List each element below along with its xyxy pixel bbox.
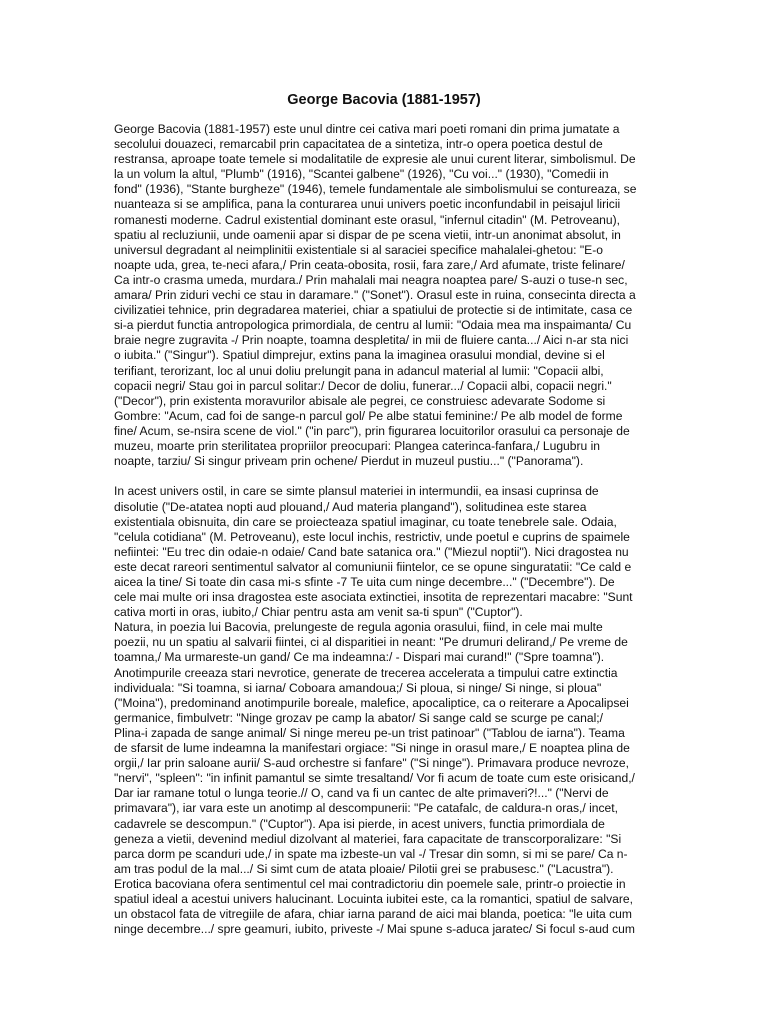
text-line: Natura, in poezia lui Bacovia, prelungeste de regula agonia orasului, fiind, in cele mai multe xyxy=(114,620,603,635)
text-line: cadavrele se descompun." ("Cuptor"). Apa isi pierde, in acest univers, functia primordiala de xyxy=(114,816,605,831)
text-line: germanice, fimbulvetr: "Ninge grozav pe camp la abator/ Si sange cald se scurge pe canal;/ xyxy=(114,710,603,725)
text-line: universul degradant al neimplinitii existentiale si al saraciei specifice mahalalei-ghetou: "E-o xyxy=(114,242,603,257)
text-line: un obstacol fata de vitregiile de afara, chiar iarna parand de aici mai blanda, poetica: "le uita cum xyxy=(114,907,632,922)
paragraph xyxy=(114,484,659,937)
text-line: romanesti moderne. Cadrul existential dominant este orasul, "infernul citadin" (M. Petroveanu), xyxy=(114,212,621,227)
text-line: geneza a vietii, devenind mediul dizolvant al materiei, fara capacitate de transcorporalizare: "Si xyxy=(114,831,622,846)
text-line: Plina-i zapada de sange animal/ Si ninge mereu pe-un trist patinoar" ("Tablou de iarna"). Teama xyxy=(114,725,625,740)
text-line: terifiant, terorizant, loc al unui doliu prelungit pana in adancul material al lumii: "Copacii albi, xyxy=(114,363,604,378)
text-line: spatiul ideal a acestui univers halucinant. Locuinta iubitei este, ca la romantici, spatiul de salvare, xyxy=(114,891,633,906)
text-line: disolutie ("De-atatea nopti aud plouand,/ Aud materia plangand"), solitudinea este starea xyxy=(114,499,587,514)
text-line: si-a pierdut functia antropologica primordiala, de centru al lumii: "Odaia mea ma inspaimanta/ Cu xyxy=(114,318,632,333)
text-line: Erotica bacoviana ofera sentimentul cel mai contradictoriu din poemele sale, printr-o proiectie in xyxy=(114,876,626,891)
text-line: nefiintei: "Eu trec din odaie-n odaie/ Cand bate satanica ora." ("Miezul noptii"). Nici dragostea nu xyxy=(114,544,629,559)
text-line: fine/ Acum, se-nsira scene de viol." ("in parc"), prin figurarea locuitorilor orasului ca personaje de xyxy=(114,423,630,438)
text-line: noapte uda, grea, te-neci afara,/ Prin ceata-obosita, rosii, fara zare,/ Ard afumate, triste felinare/ xyxy=(114,257,625,272)
text-line: aicea la tine/ Si toate din casa mi-s sfinte -7 Te uita cum ninge decembre..." ("Decembre"). De xyxy=(114,575,615,590)
document-title: George Bacovia (1881-1957) xyxy=(287,92,481,108)
text-line: ninge decembre.../ spre geamuri, iubito, priveste -/ Mai spune s-aduca jaratec/ Si focul s-aud cum xyxy=(114,922,635,937)
text-line: "celula cotidiana" (M. Petroveanu), este locul inchis, restrictiv, unde poetul e cuprins de spaimele xyxy=(114,529,630,544)
text-line: la un volum la altul, "Plumb" (1916), "Scantei galbene" (1926), "Cu voi..." (1930), "Comedii in xyxy=(114,167,609,182)
text-line: am tras podul de la mal.../ Si simt cum de atata ploaie/ Pilotii grei se prabusesc." ("Lacustra"). xyxy=(114,861,614,876)
text-line: este decat rareori sentimentul salvator al comuniunii fiintelor, ce se opune singuratatii: "Ce cald e xyxy=(114,559,632,574)
text-line: Gombre: "Acum, cad foi de sange-n parcul gol/ Pe albe statui feminine:/ Pe alb model de forme xyxy=(114,408,623,423)
text-line: George Bacovia (1881-1957) este unul dintre cei cativa mari poeti romani din prima jumatate a xyxy=(114,122,620,136)
text-line: fond" (1936), "Stante burgheze" (1946), temele fundamentale ale simbolismului se contureaza, se xyxy=(114,182,637,197)
text-line: In acest univers ostil, in care se simte plansul materiei in intermundii, ea insasi cuprinsa de xyxy=(114,484,599,499)
text-line: de sfarsit de lume indeamna la manifestari orgiace: "Si ninge in orasul mare,/ E noaptea plina de xyxy=(114,741,630,756)
text-line: braie negre zugravita -/ Prin noapte, toamna despletita/ in mii de fluiere canta.../ Aici n-ar sta nici xyxy=(114,333,629,348)
text-line: copacii negri/ Stau goi in parcul solitar:/ Decor de doliu, funerar.../ Copacii albi, copacii negri." xyxy=(114,378,612,393)
text-line: noapte, tarziu/ Si singur priveam prin ochene/ Pierdut in muzeul pustiu..." ("Panorama"). xyxy=(114,454,584,469)
paragraph-gap xyxy=(114,469,659,484)
text-line: individuala: "Si toamna, si iarna/ Coboara amandoua;/ Si ploua, si ninge/ Si ninge, si ploua" xyxy=(114,680,602,695)
text-line: cele mai multe ori insa dragostea este asociata extinctiei, insotita de reprezentari macabre: "Sunt xyxy=(114,590,633,605)
text-line: ("Decor"), prin existenta moravurilor abisale ale pegrei, ce construiesc adevarate Sodome si xyxy=(114,393,606,408)
text-line: Ca intr-o crasma umeda, murdara./ Prin mahalali mai neagra noaptea pare/ S-auzi o tuse-n sec, xyxy=(114,272,628,287)
text-line: o iubita." ("Singur"). Spatiul dimprejur, extins pana la imaginea orasului mondial, devine si el xyxy=(114,348,605,363)
text-line: secolului douazeci, remarcabil prin capacitatea de a sintetiza, intr-o opera poetica destul de xyxy=(114,137,603,152)
text-line: "nervi", "spleen": "in infinit pamantul se simte tresaltand/ Vor fi acum de toate cum este orisicand,/ xyxy=(114,771,635,786)
text-line: spatiu al recluziunii, unde oamenii apar si dispar de pe scena vietii, intr-un anonimat absolut, in xyxy=(114,227,621,242)
text-line: parca dorm pe scanduri ude,/ in spate ma izbeste-un val -/ Tresar din somn, si mi se pare/ Ca n- xyxy=(114,846,628,861)
text-line: poezii, nu un spatiu al salvarii fiintei, ci al disparitiei in neant: "Pe drumuri delirand,/ Pe vreme de xyxy=(114,635,628,650)
text-line: Dar iar ramane totul o lunga teorie.// O, cand va fi un cantec de alte primaveri?!..." ("Nervi de xyxy=(114,786,609,801)
text-line: civilizatiei tehnice, prin degradarea materiei, chiar a spatiului de protectie si de intimitate, casa ce xyxy=(114,303,633,318)
text-line: primavara"), iar vara este un anotimp al descompunerii: "Pe catafalc, de caldura-n oras,/ incet, xyxy=(114,801,618,816)
text-line: muzeu, moarte prin sterilitatea propriilor preocupari: Plangea caterinca-fanfara,/ Lugubru in xyxy=(114,438,601,453)
document-body xyxy=(114,122,659,937)
text-line: ("Moina"), predominand anotimpurile boreale, malefice, apocaliptice, ca o reiterare a Apocalipsei xyxy=(114,695,629,710)
text-line: Anotimpurile creeaza stari nevrotice, generate de trecerea accelerata a timpului catre extinctia xyxy=(114,665,618,680)
text-line: restransa, aproape toate temele si modalitatile de expresie ale unui curent literar, simbolismul. De xyxy=(114,152,636,167)
text-line: existentiala obisnuita, din care se proiecteaza spatiul imaginar, cu toate tenebrele sale. Odaia, xyxy=(114,514,617,529)
text-line: amara/ Prin ziduri vechi ce stau in daramare." ("Sonet"). Orasul este in ruina, consecinta directa a xyxy=(114,288,636,303)
text-line: toamna,/ Ma urmareste-un gand/ Ce ma indeamna:/ - Dispari mai curand!" ("Spre toamna"). xyxy=(114,650,605,665)
text-line: nuanteaza si se amplifica, pana la conturarea unui univers poetic inconfundabil in peisajul liricii xyxy=(114,197,621,212)
text-line: orgii,/ Iar prin saloane aurii/ S-aud orchestre si fanfare" ("Si ninge"). Primavara produce nevroze, xyxy=(114,756,630,771)
paragraph xyxy=(114,122,659,469)
text-line: cativa morti in oras, iubito,/ Chiar pentru asta am venit sa-ti spun" ("Cuptor"). xyxy=(114,605,523,620)
